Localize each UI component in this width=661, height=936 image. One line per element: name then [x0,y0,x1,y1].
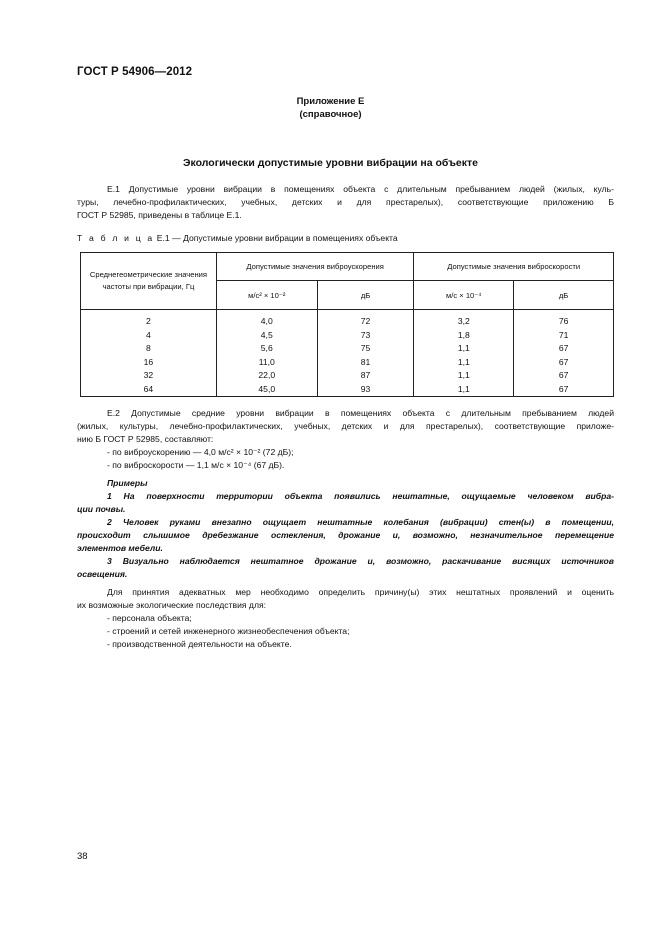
appendix-type: (справочное) [299,109,362,120]
closing-line-1: Для принятия адекватных мер необходимо определить причину(ы) этих нештатных проявлений и оценить [107,587,614,597]
e2-line-2: (жилых, культуры, лечебно-профилактических, учебных, детских и для престарелых), соответствующие приложе- [77,421,614,431]
example-line: 2 Человек руками внезапно ощущает нештатные колебания (вибрации) стен(ы) в помещении, [107,517,614,527]
cell-velocity-db: 71 [558,329,569,340]
example-line: освещения. [77,569,128,579]
header-velocity-group: Допустимые значения виброскорости [414,253,614,281]
cell-acceleration-db: 87 [360,370,371,380]
closing-bullet: - производственной деятельности на объекте. [107,639,292,649]
cell-frequency: 4 [146,329,151,340]
cell-acceleration-db: 73 [360,329,371,340]
e1-line-3: ГОСТ Р 52985, приведены в таблице Е.1. [77,210,242,220]
e2-bullet-velocity: - по виброскорости — 1,1 м/с × 10⁻⁴ (67 дБ). [107,460,285,470]
cell-velocity: 1,1 [457,356,470,367]
cell-frequency: 16 [143,356,154,367]
example-line: 3 Визуально наблюдается нештатное дрожание и, возможно, раскачивание висящих источников [107,556,614,566]
cell-velocity: 1,8 [457,329,470,340]
column-frequency [81,310,217,397]
cell-velocity-db: 76 [558,316,569,326]
cell-frequency: 32 [143,370,154,380]
cell-acceleration: 11,0 [258,356,275,367]
column-velocity [414,310,514,397]
column-velocity-db [514,310,614,397]
cell-velocity-db: 67 [558,343,569,353]
column-acceleration-db [317,310,414,397]
header-accel-db: дБ [317,281,414,310]
header-accel-unit: м/с² × 10⁻² [216,281,317,310]
table-caption [77,233,398,243]
vibration-table [80,252,614,397]
examples-heading: Примеры [107,478,148,488]
cell-frequency: 8 [146,343,151,353]
header-acceleration-group: Допустимые значения виброускорения [216,253,414,281]
document-header: ГОСТ Р 54906—2012 [77,66,193,78]
cell-acceleration-db: 75 [360,343,371,353]
page-number: 38 [77,851,88,862]
appendix-title: Экологически допустимые уровни вибрации на объекте [183,157,478,169]
cell-velocity: 3,2 [457,316,470,326]
table-caption-prefix: Т а б л и ц а [77,233,155,243]
cell-acceleration-db: 81 [360,356,371,367]
closing-bullet: - персонала объекта; [107,613,192,623]
e2-line-1: Е.2 Допустимые средние уровни вибрации в помещениях объекта с длительным пребыванием людей [107,408,614,418]
example-line: происходит слышимое дребезжание остекления, дрожание и, возможно, незначительное перемещение [77,530,614,540]
cell-velocity: 1,1 [457,383,470,394]
cell-acceleration: 5,6 [260,343,273,353]
header-frequency: Среднегеометрические значения частоты при вибрации, Гц [81,253,217,310]
closing-line-2: их возможные экологические последствия для: [77,600,267,610]
example-line: ции почвы. [77,504,126,514]
cell-acceleration: 45,0 [258,383,276,394]
cell-velocity: 1,1 [457,370,470,380]
cell-acceleration: 4,5 [260,329,273,340]
column-acceleration [216,310,317,397]
e1-line-2: туры, лечебно-профилактических, учебных, детских и для престарелых), соответствующие приложению Б [77,197,614,207]
cell-acceleration: 4,0 [260,316,273,326]
cell-acceleration-db: 93 [360,383,371,394]
e1-line-1: Е.1 Допустимые уровни вибрации в помещениях объекта с длительным пребыванием людей (жилых, куль- [107,184,614,194]
closing-bullet: - строений и сетей инженерного жизнеобеспечения объекта; [107,626,350,636]
example-line: 1 На поверхности территории объекта появились нештатные, ощущаемые человеком вибра- [107,491,614,501]
e2-bullet-accel: - по виброускорению — 4,0 м/с² × 10⁻² (72 дБ); [107,447,294,457]
cell-frequency: 2 [146,316,151,326]
cell-acceleration-db: 72 [360,316,371,326]
cell-frequency: 64 [143,383,154,394]
header-vel-unit: м/с × 10⁻⁴ [414,281,514,310]
cell-velocity-db: 67 [558,356,569,367]
appendix-label: Приложение Е [296,96,365,107]
example-line: элементов мебели. [77,543,163,553]
e2-line-3: нию Б ГОСТ Р 52985, составляют: [77,434,214,444]
cell-velocity-db: 67 [558,370,569,380]
table-caption-text: Е.1 — Допустимые уровни вибрации в помещениях объекта [156,233,398,243]
cell-velocity: 1,1 [457,343,470,353]
cell-velocity-db: 67 [558,383,569,394]
header-vel-db: дБ [514,281,614,310]
cell-acceleration: 22,0 [258,370,276,380]
